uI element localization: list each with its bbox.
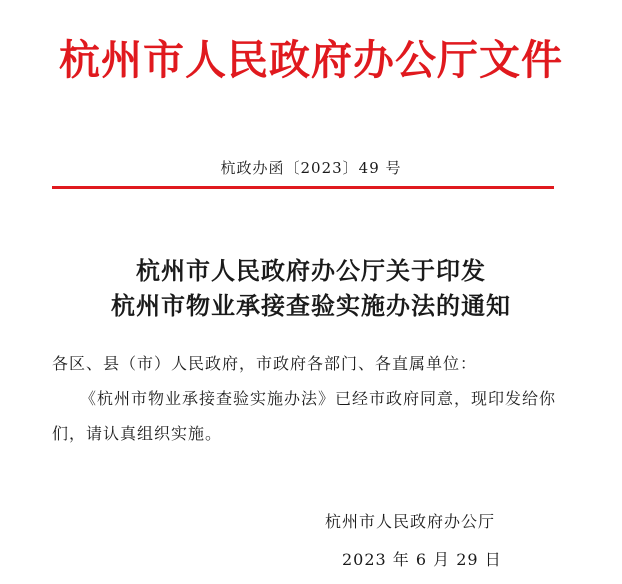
signature-date: 2023 年 6 月 29 日: [342, 550, 502, 569]
notice-title: [0, 253, 622, 323]
signature-organization: 杭州市人民政府办公厅: [325, 512, 496, 531]
addressee-line: 各区、县（市）人民政府，市政府各部门、各直属单位：: [52, 354, 478, 373]
red-divider-line: [52, 186, 554, 189]
notice-title-line-1: 杭州市人民政府办公厅关于印发: [136, 256, 486, 285]
notice-title-line-2: 杭州市物业承接查验实施办法的通知: [111, 291, 511, 320]
document-number: 杭政办函〔2023〕49 号: [220, 159, 402, 177]
issuer-header-title: 杭州市人民政府办公厅文件: [59, 36, 563, 84]
body-paragraph: 《杭州市物业承接查验实施办法》已经市政府同意，现印发给你们，请认真组织实施。: [52, 389, 557, 443]
